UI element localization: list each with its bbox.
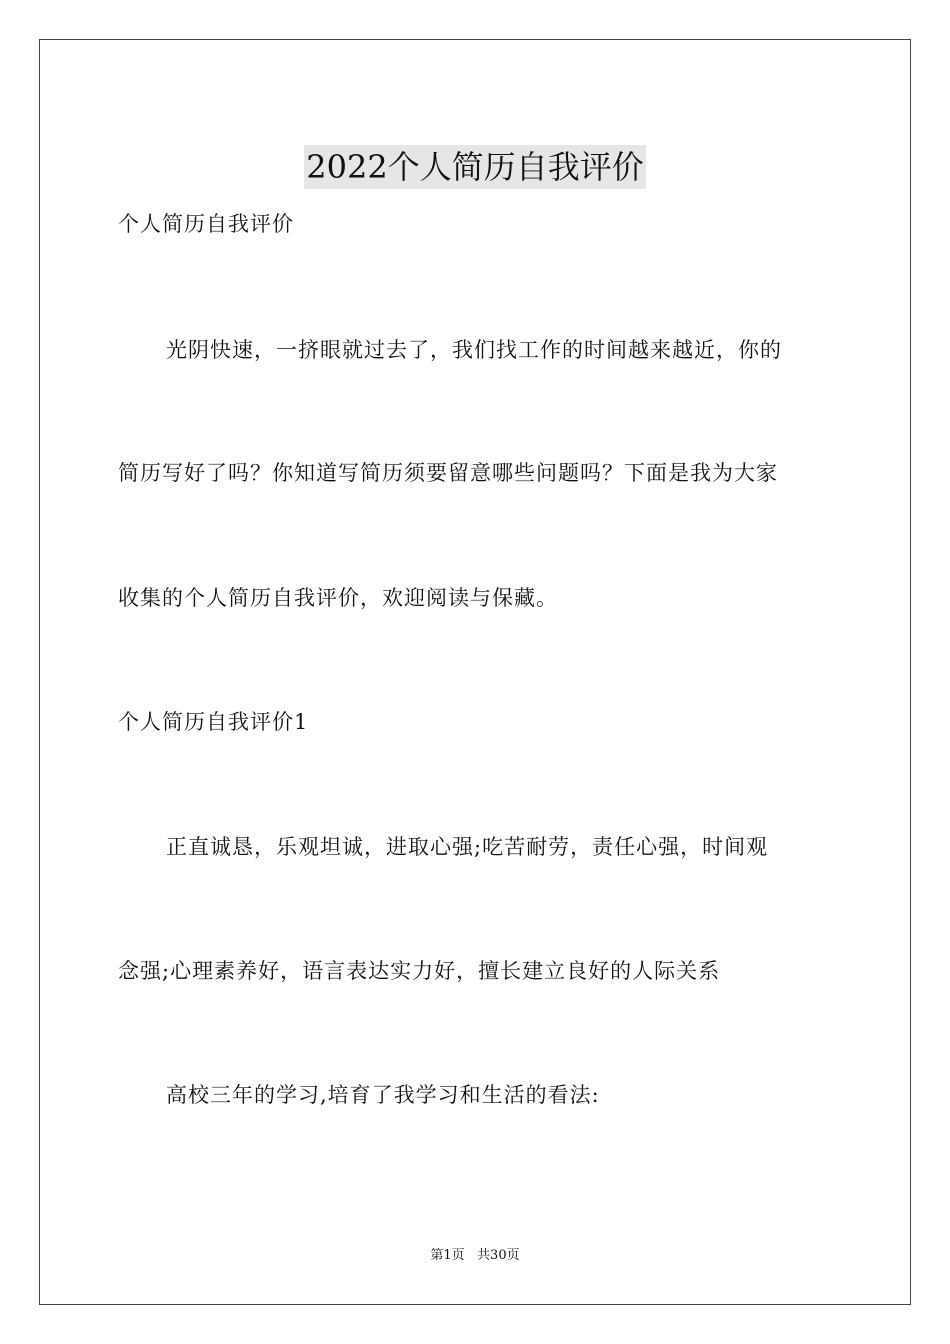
- paragraph-line: 简历写好了吗？你知道写简历须要留意哪些问题吗？下面是我为大家: [118, 461, 778, 485]
- document-title: 2022个人简历自我评价: [304, 145, 645, 189]
- page-footer: 第1页 共30页: [430, 1248, 520, 1263]
- section-heading: 个人简历自我评价1: [118, 710, 309, 734]
- paragraph-line: 高校三年的学习,培育了我学习和生活的看法:: [166, 1083, 600, 1107]
- paragraph-line: 念强;心理素养好，语言表达实力好，擅长建立良好的人际关系: [118, 959, 721, 983]
- paragraph-line: 正直诚恳，乐观坦诚，进取心强;吃苦耐劳，责任心强，时间观: [166, 835, 769, 859]
- paragraph-line: 光阴快速，一挤眼就过去了，我们找工作的时间越来越近，你的: [166, 338, 782, 362]
- paragraph-line: 收集的个人简历自我评价，欢迎阅读与保藏。: [118, 586, 558, 610]
- section-heading: 个人简历自我评价: [118, 212, 294, 236]
- title-container: [0, 124, 950, 211]
